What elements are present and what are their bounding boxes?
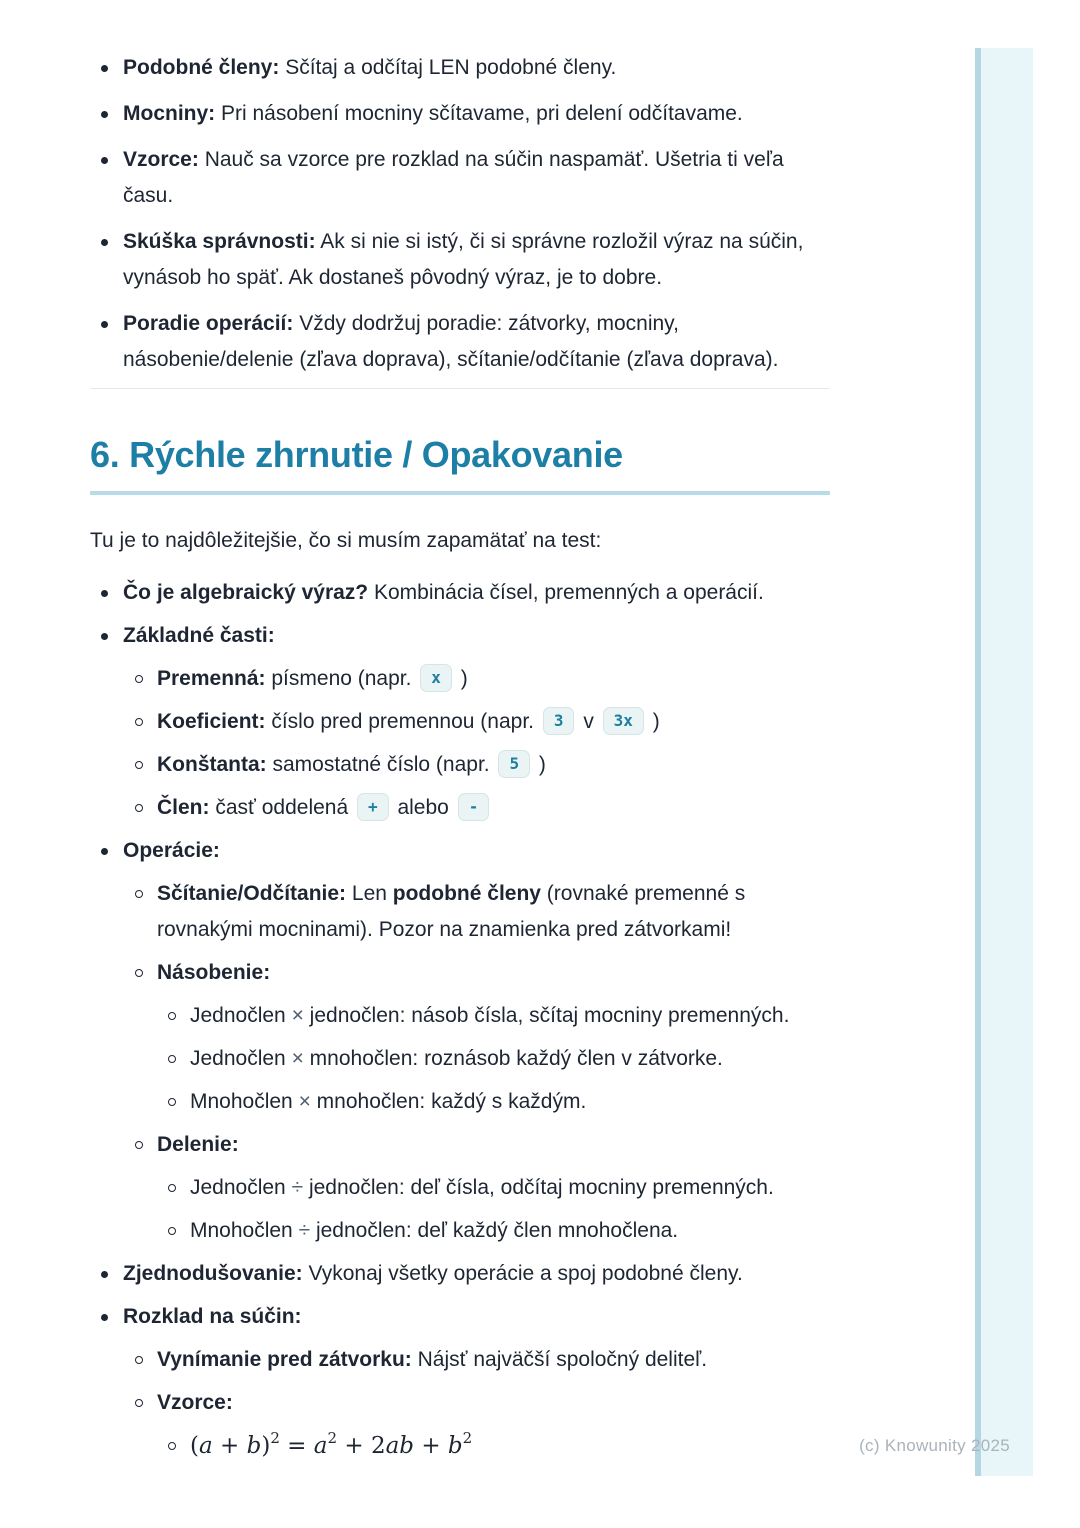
text-line: Vynímanie pred zátvorku: Nájsť najväčší spoločný deliteľ. (157, 1348, 708, 1371)
list-item-text (157, 704, 830, 740)
text-line: vynásob ho späť. Ak dostaneš pôvodný výraz, je to dobre. (123, 266, 663, 289)
text-line: Konštanta: samostatné číslo (napr. 5 ) (157, 747, 830, 783)
text-line: Premenná: písmeno (napr. x ) (157, 661, 830, 697)
bullet-icon (101, 111, 108, 118)
list-item-text (190, 1428, 830, 1464)
list-item (90, 876, 830, 948)
bold-text: Operácie: (123, 839, 220, 862)
section-title: 6. Rýchle zhrnutie / Opakovanie (90, 434, 623, 475)
list-item (90, 1342, 830, 1378)
code-chip: 3x (603, 707, 644, 735)
text-line: násobenie/delenie (zľava doprava), sčítanie/odčítanie (zľava doprava). (123, 348, 779, 371)
list-item (90, 575, 830, 611)
list-item (90, 1213, 830, 1249)
list-item (90, 142, 830, 214)
list-item (90, 1127, 830, 1163)
list-item (90, 790, 830, 826)
text-line: rovnakými mocninami). Pozor na znamienka pred zátvorkami! (157, 918, 732, 941)
text-line: Člen: časť oddelená + alebo - (157, 790, 830, 826)
list-item (90, 96, 830, 132)
bullet-icon (135, 675, 143, 683)
bold-text: Čo je algebraický výraz? (123, 581, 369, 604)
text-line: Jednočlen ÷ jednočlen: deľ čísla, odčítaj mocniny premenných. (190, 1176, 774, 1199)
list-item (90, 1385, 830, 1421)
list-item (90, 1084, 830, 1120)
code-chip: 3 (543, 707, 575, 735)
bold-text: Vzorce: (157, 1391, 233, 1414)
bullet-icon (135, 1399, 143, 1407)
list-item (90, 747, 830, 783)
bullet-icon (168, 1227, 176, 1235)
bold-text: Poradie operácií: (123, 312, 294, 335)
list-item (90, 661, 830, 697)
bold-text: Delenie: (157, 1133, 239, 1156)
text-line: času. (123, 184, 174, 207)
list-item-text (157, 790, 830, 826)
bullet-icon (135, 761, 143, 769)
bullet-icon (101, 65, 108, 72)
list-item (90, 833, 830, 869)
bullet-icon (101, 1271, 108, 1278)
list-item (90, 1041, 830, 1077)
list-item-text (190, 1041, 830, 1077)
bullet-icon (101, 157, 108, 164)
code-chip: - (458, 793, 490, 821)
math-variable: a (313, 1433, 328, 1459)
section-intro: Tu je to najdôležitejšie, čo si musím zapamätať na test: (90, 529, 602, 552)
math-variable: b (447, 1433, 463, 1459)
bold-text: Zjednodušovanie: (123, 1262, 303, 1285)
bold-text: Podobné členy: (123, 56, 280, 79)
tips-list (90, 50, 830, 378)
bullet-icon (101, 848, 108, 855)
bullet-icon (135, 969, 143, 977)
list-item (90, 704, 830, 740)
list-item-text (123, 575, 830, 611)
list-item (90, 998, 830, 1034)
superscript: 2 (270, 1429, 280, 1448)
bullet-icon (168, 1012, 176, 1020)
text-line (157, 1385, 830, 1421)
bullet-icon (101, 1314, 108, 1321)
bullet-icon (135, 804, 143, 812)
code-chip: x (420, 664, 452, 692)
list-item (90, 1299, 830, 1335)
text-line: Skúška správnosti: Ak si nie si istý, či si správne rozložil výraz na súčin, (123, 230, 804, 253)
text-line (157, 1127, 830, 1163)
bold-text: Rozklad na súčin: (123, 1305, 302, 1328)
bullet-icon (101, 633, 108, 640)
list-item (90, 955, 830, 991)
superscript: 2 (462, 1429, 473, 1448)
bullet-icon (168, 1055, 176, 1063)
list-item (90, 50, 830, 86)
list-item (90, 306, 830, 378)
list-item-text (190, 998, 830, 1034)
list-item-text (190, 1084, 830, 1120)
math-variable: a (198, 1433, 213, 1459)
section-divider (90, 388, 830, 389)
list-item-text (157, 1342, 830, 1378)
list-item (90, 224, 830, 296)
text-line: Sčítanie/Odčítanie: Len podobné členy (rovnaké premenné s (157, 882, 746, 905)
list-item-text (190, 1170, 830, 1206)
bold-text: Vynímanie pred zátvorku: (157, 1348, 412, 1371)
copyright-watermark: (c) Knowunity 2025 (859, 1436, 1010, 1455)
bullet-icon (135, 890, 143, 898)
summary-list (90, 575, 830, 1464)
list-item-text (157, 1127, 830, 1163)
bullet-icon (168, 1442, 176, 1450)
list-item-text (157, 1385, 830, 1421)
text-line: $(a + b)^2 = a^2 + 2ab + b^2$ (190, 1429, 473, 1459)
list-item-text (123, 96, 830, 132)
text-line: Mnohočlen × mnohočlen: každý s každým. (190, 1090, 587, 1113)
bullet-icon (135, 1141, 143, 1149)
text-line: Čo je algebraický výraz? Kombinácia čísel, premenných a operácií. (123, 581, 764, 604)
text-line: Podobné členy: Sčítaj a odčítaj LEN podobné členy. (123, 56, 617, 79)
list-item-text (157, 661, 830, 697)
bullet-icon (135, 1356, 143, 1364)
text-line: Jednočlen × jednočlen: násob čísla, sčítaj mocniny premenných. (190, 1004, 790, 1027)
math-variable: ab (385, 1433, 415, 1459)
text-line: Jednočlen × mnohočlen: roznásob každý člen v zátvorke. (190, 1047, 723, 1070)
bullet-icon (168, 1098, 176, 1106)
bold-text: Skúška správnosti: (123, 230, 316, 253)
math-operator: × (291, 1004, 304, 1027)
text-line: Mnohočlen ÷ jednočlen: deľ každý člen mnohočlena. (190, 1219, 679, 1242)
text-line (123, 618, 830, 654)
list-item-text (157, 747, 830, 783)
list-item-text (123, 1256, 830, 1292)
bullet-icon (101, 590, 108, 597)
superscript: 2 (327, 1429, 338, 1448)
bold-text: Vzorce: (123, 148, 199, 171)
list-item-text (157, 876, 830, 948)
code-chip: + (357, 793, 389, 821)
list-item-text (123, 833, 830, 869)
list-item-text (190, 1213, 830, 1249)
bold-text: Konštanta: (157, 753, 267, 776)
list-item (90, 618, 830, 654)
text-line: Vzorce: Nauč sa vzorce pre rozklad na súčin naspamäť. Ušetria ti veľa (123, 148, 784, 171)
bold-text: Premenná: (157, 667, 266, 690)
bold-text: Člen: (157, 796, 210, 819)
bold-text: podobné členy (392, 882, 541, 905)
text-line: Zjednodušovanie: Vykonaj všetky operácie a spoj podobné členy. (123, 1262, 743, 1285)
bold-text: Koeficient: (157, 710, 266, 733)
list-item (90, 1256, 830, 1292)
bullet-icon (135, 718, 143, 726)
math-operator: ÷ (291, 1176, 304, 1199)
bold-text: Základné časti: (123, 624, 275, 647)
text-line: Mocniny: Pri násobení mocniny sčítavame, pri delení odčítavame. (123, 102, 743, 125)
text-line: Koeficient: číslo pred premennou (napr. 3 v 3x ) (157, 704, 830, 740)
bullet-icon (168, 1184, 176, 1192)
list-item-text (123, 142, 830, 214)
bold-text: Násobenie: (157, 961, 271, 984)
math-operator: ÷ (298, 1219, 311, 1242)
list-item-text (123, 50, 830, 86)
list-item-text (157, 955, 830, 991)
text-line (123, 1299, 830, 1335)
bullet-icon (101, 321, 108, 328)
code-chip: 5 (498, 750, 530, 778)
text-line: Poradie operácií: Vždy dodržuj poradie: zátvorky, mocniny, (123, 312, 679, 335)
title-underline (90, 491, 830, 495)
page-edge-decoration (975, 48, 1033, 1476)
math-operator: × (291, 1047, 304, 1070)
math-operator: × (298, 1090, 311, 1113)
list-item-text (123, 306, 830, 378)
list-item-text (123, 1299, 830, 1335)
list-item (90, 1170, 830, 1206)
math-variable: b (246, 1433, 262, 1459)
text-line (157, 955, 830, 991)
list-item-text (123, 618, 830, 654)
text-line (123, 833, 830, 869)
bold-text: Sčítanie/Odčítanie: (157, 882, 347, 905)
list-item (90, 1428, 830, 1464)
document-content (90, 50, 830, 1471)
bold-text: Mocniny: (123, 102, 216, 125)
bullet-icon (101, 239, 108, 246)
list-item-text (123, 224, 830, 296)
